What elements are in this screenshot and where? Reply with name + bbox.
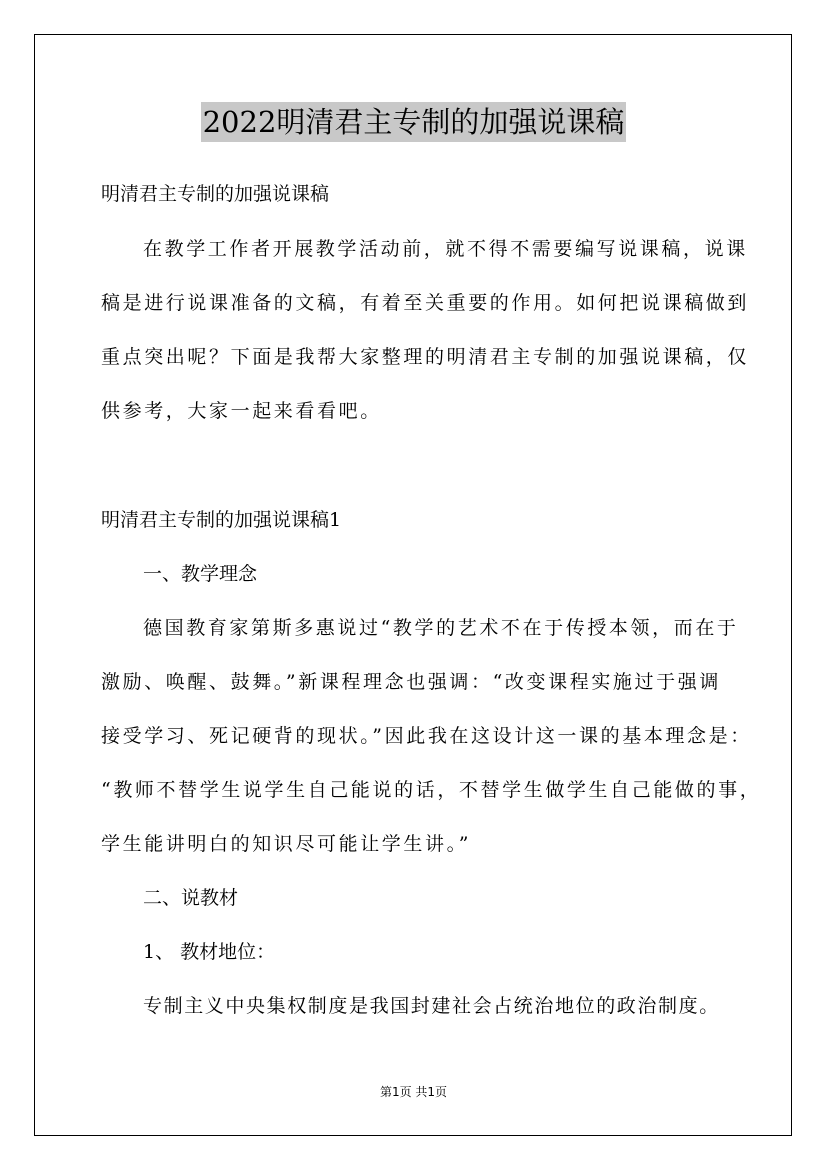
document-title: 2022明清君主专制的加强说课稿	[201, 102, 627, 142]
body-line-1: 德国教育家第斯多惠说过“教学的艺术不在于传授本领，而在于	[143, 617, 739, 639]
body-line-3: 接受学习、死记硬背的现状。”因此我在这设计这一课的基本理念是：	[101, 725, 752, 747]
intro-line-2: 稿是进行说课准备的文稿，有着至关重要的作用。如何把说课稿做到	[101, 292, 750, 314]
intro-line-3: 重点突出呢？下面是我帮大家整理的明清君主专制的加强说课稿，仅	[101, 346, 750, 368]
subtitle: 明清君主专制的加强说课稿	[101, 183, 330, 205]
intro-line-1: 在教学工作者开展教学活动前，就不得不需要编写说课稿，说课	[143, 238, 748, 260]
body-line-2: 激励、唤醒、鼓舞。”新课程理念也强调：“改变课程实施过于强调	[101, 671, 721, 693]
intro-line-4: 供参考，大家一起来看看吧。	[101, 400, 382, 422]
heading-teaching-philosophy: 一、教学理念	[143, 563, 258, 585]
body-line-5: 学生能讲明白的知识尽可能让学生讲。”	[101, 833, 472, 855]
body-line-6: 专制主义中央集权制度是我国封建社会占统治地位的政治制度。	[143, 995, 720, 1017]
heading-textbook-position: 1、 教材地位：	[143, 941, 276, 963]
body-line-4: “教师不替学生说学生自己能说的话，不替学生做学生自己能做的事，	[101, 779, 762, 801]
section-title: 明清君主专制的加强说课稿1	[101, 509, 342, 531]
heading-textbook: 二、说教材	[143, 887, 239, 909]
page-footer: 第1页 共1页	[379, 1085, 448, 1099]
